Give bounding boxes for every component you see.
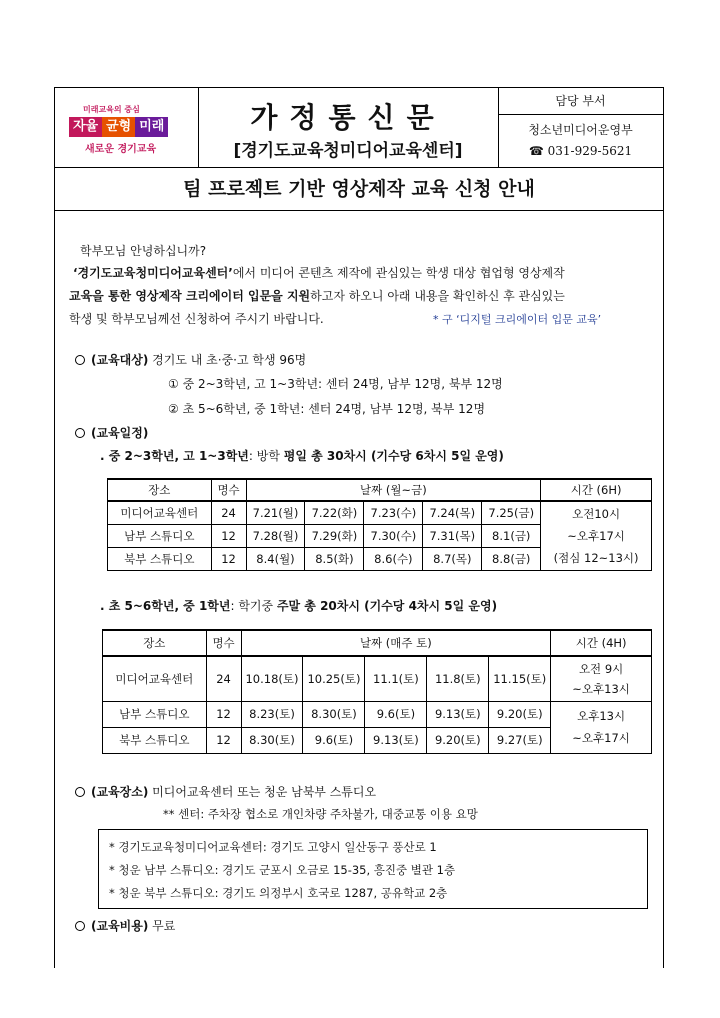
place-cell: 미디어교육센터 [103,656,207,701]
intro-line-1-text: 에서 미디어 콘텐츠 제작에 관심있는 학생 대상 협업형 영상제작 [232,266,565,280]
column-header: 장소 [103,630,207,656]
place-cell: 북부 스튜디오 [103,727,207,753]
location-text: 미디어교육센터 또는 청운 남북부 스튜디오 [152,785,377,799]
location-note: ** 센터: 주차장 협소로 개인차량 주차불가, 대중교통 이용 요망 [163,807,478,821]
date-cell: 9.6(토) [365,701,427,727]
time-line: 오전10시 [572,506,621,521]
date-cell: 9.13(토) [427,701,489,727]
table-row [108,501,652,524]
place-cell: 미디어교육센터 [108,501,212,524]
date-cell: 10.18(토) [241,656,303,701]
cost-text: 무료 [152,919,176,933]
time-line: 오후13시 [577,709,626,723]
document-page [54,87,664,968]
department-phone: ☎ 031-929-5621 [528,144,633,158]
column-header: 시간 (6H) [541,479,652,501]
time-cell [541,501,652,570]
department-label: 담당 부서 [498,88,663,115]
date-cell: 7.29(화) [305,524,364,547]
place-cell: 남부 스튜디오 [108,524,212,547]
column-header: 장소 [108,479,212,501]
group-1-mid: : 방학 [248,449,284,463]
count-cell: 12 [206,701,241,727]
date-cell: 7.24(목) [423,501,482,524]
date-cell: 8.30(토) [303,701,365,727]
intro-line-2 [69,287,565,304]
group-1-detail: 평일 총 30차시 (기수당 6차시 5일 운영) [283,449,504,463]
date-cell: 8.8(금) [482,547,541,570]
schedule-group-1 [100,447,504,464]
date-cell: 8.30(토) [241,727,303,753]
place-cell: 남부 스튜디오 [103,701,207,727]
cost-section [75,917,175,934]
bullet-circle-icon [75,921,85,931]
bullet-circle-icon [75,787,85,797]
logo [55,88,199,167]
count-cell: 12 [206,727,241,753]
target-section [75,351,306,368]
date-cell: 7.31(목) [423,524,482,547]
intro-line-1 [73,264,565,281]
title-cell [198,88,499,167]
target-label: (교육대상) [91,353,149,367]
document-title: 팀 프로젝트 기반 영상제작 교육 신청 안내 [55,168,663,211]
place-cell: 북부 스튜디오 [108,547,212,570]
page-title: 가정통신문 [250,101,446,134]
count-cell: 24 [206,656,241,701]
time-line: 오전 9시 [578,661,624,676]
group-2-mid: : 학기중 [230,599,277,613]
column-header: 날짜 (월~금) [246,479,541,501]
group-2-title: . 초 5~6학년, 중 1학년 [100,599,231,613]
date-cell: 9.13(토) [365,727,427,753]
page-subtitle: [경기도교육청미디어교육센터] [233,141,463,161]
date-cell: 11.8(토) [427,656,489,701]
logo-word: 미래 [135,117,168,137]
time-line: (점심 12~13시) [553,550,639,565]
table-row [103,701,652,727]
date-cell: 8.4(월) [246,547,305,570]
address-line: * 경기도교육청미디어교육센터: 경기도 고양시 일산동구 풍산로 1 [109,840,437,854]
date-cell: 7.28(월) [246,524,305,547]
logo-word: 자율 [69,117,102,137]
time-cell [551,656,652,701]
address-box [98,829,648,909]
date-cell: 7.21(월) [246,501,305,524]
date-cell: 11.1(토) [365,656,427,701]
logo-tagline: 미래교육의 중심 [83,105,140,114]
column-header: 날짜 (매주 토) [241,630,551,656]
date-cell: 8.1(금) [482,524,541,547]
time-line: ~오후17시 [572,731,630,745]
time-line: ~오후13시 [572,681,630,696]
date-cell: 8.23(토) [241,701,303,727]
column-header: 시간 (4H) [551,630,652,656]
schedule-section [75,424,148,441]
intro-emphasis: 교육을 통한 영상제작 크리에이터 입문을 지원 [69,289,311,303]
location-label: (교육장소) [91,785,149,799]
bullet-circle-icon [75,428,85,438]
date-cell: 7.30(수) [364,524,423,547]
date-cell: 7.22(화) [305,501,364,524]
count-cell: 12 [211,524,246,547]
date-cell: 9.20(토) [427,727,489,753]
header-table [55,88,663,168]
logo-word: 균형 [102,117,135,137]
table-header-row [103,630,652,656]
time-cell [551,701,652,753]
target-text: 경기도 내 초·중·고 학생 96명 [152,353,307,367]
time-line: ~오후17시 [567,528,625,543]
intro-note: * 구 ‘디지털 크리에이터 입문 교육’ [433,313,602,326]
count-cell: 24 [211,501,246,524]
date-cell: 8.6(수) [364,547,423,570]
date-cell: 10.25(토) [303,656,365,701]
address-line: * 청운 북부 스튜디오: 경기도 의정부시 호국로 1287, 공유학교 2층 [109,886,448,900]
table-row [103,656,652,701]
logo-words [69,117,168,137]
column-header: 명수 [211,479,246,501]
location-section [75,783,376,800]
group-1-title: . 중 2~3학년, 고 1~3학년 [100,449,249,463]
cost-label: (교육비용) [91,919,149,933]
address-line: * 청운 남부 스튜디오: 경기도 군포시 오금로 15-35, 흥진중 별관 1층 [109,863,456,877]
intro-line-3: 학생 및 학부모님께선 신청하여 주시기 바랍니다. [69,312,324,326]
date-cell: 8.5(화) [305,547,364,570]
bullet-circle-icon [75,355,85,365]
schedule-label: (교육일정) [91,426,149,440]
greeting: 학부모님 안녕하십니까? [80,244,207,258]
column-header: 명수 [206,630,241,656]
date-cell: 11.15(토) [489,656,551,701]
group-2-detail: 주말 총 20차시 (기수당 4차시 5일 운영) [276,599,498,613]
schedule-group-2 [100,597,497,614]
schedule-table-2 [102,629,652,754]
target-item-1: ① 중 2~3학년, 고 1~3학년: 센터 24명, 남부 12명, 북부 12명 [168,377,503,391]
count-cell: 12 [211,547,246,570]
department-cell [498,88,663,167]
schedule-table-1 [107,478,652,571]
table-header-row [108,479,652,501]
date-cell: 8.7(목) [423,547,482,570]
intro-center-name: ‘경기도교육청미디어교육센터’ [73,266,233,280]
date-cell: 9.20(토) [489,701,551,727]
date-cell: 9.6(토) [303,727,365,753]
date-cell: 9.27(토) [489,727,551,753]
date-cell: 7.25(금) [482,501,541,524]
target-item-2: ② 초 5~6학년, 중 1학년: 센터 24명, 남부 12명, 북부 12명 [168,402,486,416]
intro-line-2-text: 하고자 하오니 아래 내용을 확인하신 후 관심있는 [310,289,565,303]
department-name: 청소년미디어운영부 [528,123,633,137]
date-cell: 7.23(수) [364,501,423,524]
logo-bottom-text: 새로운 경기교육 [85,144,157,155]
